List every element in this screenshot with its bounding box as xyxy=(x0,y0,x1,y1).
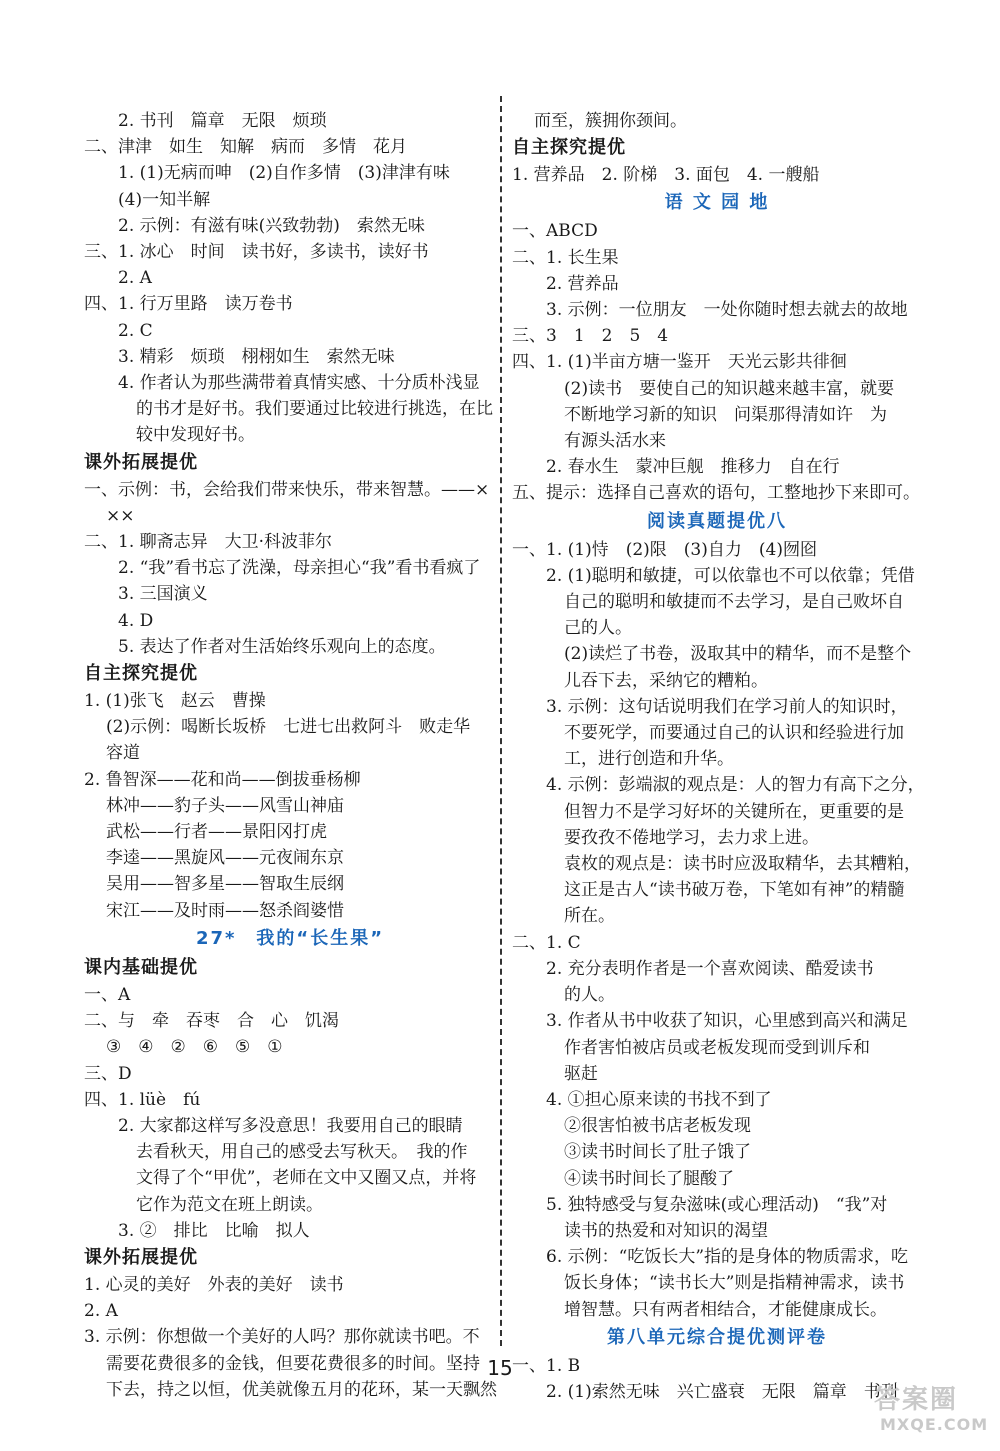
answer-line: 读书的热爱和对知识的渴望 xyxy=(564,1220,768,1241)
answer-line: 的人。 xyxy=(564,985,615,1006)
answer-line: (2)读烂了书卷，汲取其中的精华，而不是整个 xyxy=(564,644,912,665)
answer-line: 一、1. B xyxy=(512,1355,581,1376)
section-heading: 课外拓展提优 xyxy=(84,451,198,473)
answer-line: 2. 鲁智深——花和尚——倒拔垂杨柳 xyxy=(84,769,361,790)
answer-line: 2. 大家都这样写多没意思！我要用自己的眼睛 xyxy=(118,1115,463,1136)
answer-line: 所在。 xyxy=(564,906,615,927)
answer-line: 3. 示例：你想做一个美好的人吗？那你就读书吧。不 xyxy=(84,1327,480,1348)
answer-line: ④读书时间长了腿酸了 xyxy=(564,1168,734,1189)
answer-line: 下去，持之以恒，优美就像五月的花环，某一天飘然 xyxy=(106,1379,497,1400)
answer-line: 3. 作者从书中收获了知识，心里感到高兴和满足 xyxy=(546,1011,908,1032)
answer-line: 需要花费很多的金钱，但要花费很多的时间。坚持 xyxy=(106,1353,480,1374)
answer-line: 不断地学习新的知识 问渠那得清如许 为 xyxy=(564,404,887,425)
answer-line: 二、津津 如生 知解 病而 多情 花月 xyxy=(84,137,407,158)
answer-line: 2. “我”看书忘了洗澡，母亲担心“我”看书看疯了 xyxy=(118,558,481,579)
answer-line: 2. 营养品 xyxy=(546,273,619,294)
answer-line: 4. 示例：彭端淑的观点是：人的智力有高下之分， xyxy=(546,775,925,796)
answer-line: 这正是古人“读书破万卷，下笔如有神”的精髓 xyxy=(564,880,905,901)
answer-line: 2. A xyxy=(84,1301,118,1322)
answer-line: 2. (1)聪明和敏捷，可以依靠也不可以依靠；凭借 xyxy=(546,565,915,586)
answer-line: 3. 三国演义 xyxy=(118,584,208,605)
answer-line: 3. 精彩 烦琐 栩栩如生 索然无味 xyxy=(118,346,395,367)
answer-line: 驱赶 xyxy=(564,1063,598,1084)
section-heading: 自主探究提优 xyxy=(84,663,198,685)
watermark-logo xyxy=(870,1375,989,1443)
section-heading: 课内基础提优 xyxy=(84,956,198,978)
answer-line: 一、1. (1)恃 (2)限 (3)自力 (4)囫囵 xyxy=(512,539,817,560)
answer-line: 林冲——豹子头——风雪山神庙 xyxy=(106,795,344,816)
answer-line: 容道 xyxy=(106,743,140,764)
answer-line: 自己的聪明和敏捷而不去学习，是自己败坏自 xyxy=(564,592,904,613)
answer-line: 增智慧。只有两者相结合，才能健康成长。 xyxy=(564,1299,887,1320)
left-column xyxy=(84,108,496,1403)
answer-line: ③读书时间长了肚子饿了 xyxy=(564,1142,751,1163)
answer-line: 但智力不是学习好坏的关键所在，更重要的是 xyxy=(564,801,904,822)
answer-line: 一、ABCD xyxy=(512,221,598,242)
answer-line: 二、1. 长生果 xyxy=(512,247,619,268)
answer-line: 4. ①担心原来读的书找不到了 xyxy=(546,1089,772,1110)
right-column xyxy=(512,108,925,1405)
answer-line: 的书才是好书。我们要通过比较进行挑选，在比 xyxy=(136,399,493,420)
answer-line: 武松——行者——景阳冈打虎 xyxy=(106,822,327,843)
answer-line: 2. 春水生 蒙冲巨舰 推移力 自在行 xyxy=(546,457,840,478)
answer-line: 5. 独特感受与复杂滋味(或心理活动) “我”对 xyxy=(546,1194,888,1215)
column-divider xyxy=(500,96,502,1346)
answer-line: 1. (1)无病而呻 (2)自作多情 (3)津津有味 xyxy=(118,163,450,184)
answer-line: 一、A xyxy=(84,984,131,1005)
answer-line: 6. 示例：“吃饭长大”指的是身体的物质需求，吃 xyxy=(546,1247,909,1268)
answer-line: 三、1. 冰心 时间 读书好，多读书，读好书 xyxy=(84,242,429,263)
answer-line: 四、1. (1)半亩方塘一鉴开 天光云影共徘徊 xyxy=(512,352,847,373)
answer-line: ③ ④ ② ⑥ ⑤ ① xyxy=(106,1037,283,1058)
answer-line: 二、1. 聊斋志异 大卫·科波菲尔 xyxy=(84,532,333,553)
answer-line: 5. 表达了作者对生活始终乐观向上的态度。 xyxy=(118,636,446,657)
answer-line: 1. 心灵的美好 外表的美好 读书 xyxy=(84,1274,344,1295)
answer-line: 二、1. C xyxy=(512,932,581,953)
answer-line: (4)一知半解 xyxy=(118,189,211,210)
lesson-title: 阅读真题提优八 xyxy=(647,510,787,532)
answer-line: 3. 示例：一位朋友 一处你随时想去就去的故地 xyxy=(546,300,908,321)
answer-line: (2)示例：喝断长坂桥 七进七出救阿斗 败走华 xyxy=(106,717,471,738)
answer-line: 四、1. 行万里路 读万卷书 xyxy=(84,294,293,315)
section-heading: 自主探究提优 xyxy=(512,137,626,159)
answer-line: 己的人。 xyxy=(564,618,632,639)
answer-line: 1. 营养品 2. 阶梯 3. 面包 4. 一艘船 xyxy=(512,165,820,186)
answer-line: 文得了个“甲优”，老师在文中又圈又点，并将 xyxy=(136,1168,477,1189)
answer-line: 二、与 牵 吞枣 合 心 饥渴 xyxy=(84,1011,339,1032)
answer-line: 一、示例：书，会给我们带来快乐，带来智慧。——× xyxy=(84,479,490,500)
answer-line: (2)读书 要使自己的知识越来越丰富，就要 xyxy=(564,378,895,399)
answer-line: 五、提示：选择自己喜欢的语句，工整地抄下来即可。 xyxy=(512,483,920,504)
answer-line: 2. 充分表明作者是一个喜欢阅读、酷爱读书 xyxy=(546,958,874,979)
answer-line: 有源头活水来 xyxy=(564,431,666,452)
answer-line: 袁枚的观点是：读书时应汲取精华，去其糟粕， xyxy=(564,854,921,875)
answer-line: 三、D xyxy=(84,1063,132,1084)
answer-line: 儿吞下去，采纳它的糟粕。 xyxy=(564,670,768,691)
answer-line: ×× xyxy=(106,505,135,526)
answer-line: 2. (1)索然无味 兴亡盛衰 无限 篇章 书刊 xyxy=(546,1381,898,1402)
answer-line: 吴用——智多星——智取生辰纲 xyxy=(106,874,344,895)
answer-line: 去看秋天，用自己的感受去写秋天。 我的作 xyxy=(136,1142,468,1163)
answer-line: 4. 作者认为那些满带着真情实感、十分质朴浅显 xyxy=(118,373,480,394)
answer-line: 而至，簇拥你颈间。 xyxy=(534,111,687,131)
lesson-title: 27* 我的“长生果” xyxy=(195,927,385,949)
answer-line: 3. 示例：这句话说明我们在学习前人的知识时， xyxy=(546,696,908,717)
answer-line: 2. 示例：有滋有味(兴致勃勃) 索然无味 xyxy=(118,215,425,236)
answer-line: ②很害怕被书店老板发现 xyxy=(564,1116,751,1137)
watermark-url: MXQE.COM xyxy=(880,1415,989,1434)
watermark-brand: 答案圈 xyxy=(874,1385,959,1415)
lesson-title: 第八单元综合提优测评卷 xyxy=(607,1326,827,1348)
answer-line: 四、1. lüè fú xyxy=(84,1089,201,1110)
answer-line: 要孜孜不倦地学习，去力求上进。 xyxy=(564,827,819,848)
answer-line: 2. C xyxy=(118,320,153,341)
answer-line: 4. D xyxy=(118,610,154,631)
answer-line: 不要死学，而要通过自己的认识和经验进行加 xyxy=(564,723,904,744)
answer-line: 饭长身体；“读书长大”则是指精神需求，读书 xyxy=(564,1273,905,1294)
section-heading: 课外拓展提优 xyxy=(84,1246,198,1268)
answer-line: 作者害怕被店员或老板发现而受到训斥和 xyxy=(564,1037,870,1058)
answer-line: 1. (1)张飞 赵云 曹操 xyxy=(84,691,266,712)
answer-line: 工，进行创造和升华。 xyxy=(564,749,734,770)
answer-line: 较中发现好书。 xyxy=(136,425,255,446)
answer-line: 2. 书刊 篇章 无限 烦琐 xyxy=(118,111,327,131)
answer-line: 2. A xyxy=(118,268,152,289)
page-number: 15 xyxy=(487,1356,513,1380)
answer-line: 李逵——黑旋风——元夜闹东京 xyxy=(106,848,344,869)
answer-line: 三、3 1 2 5 4 xyxy=(512,326,669,347)
answer-line: 3. ② 排比 比喻 拟人 xyxy=(118,1220,310,1241)
answer-line: 它作为范文在班上朗读。 xyxy=(136,1194,323,1215)
lesson-title: 语 文 园 地 xyxy=(664,192,770,214)
answer-line: 宋江——及时雨——怒杀阎婆惜 xyxy=(106,900,344,921)
